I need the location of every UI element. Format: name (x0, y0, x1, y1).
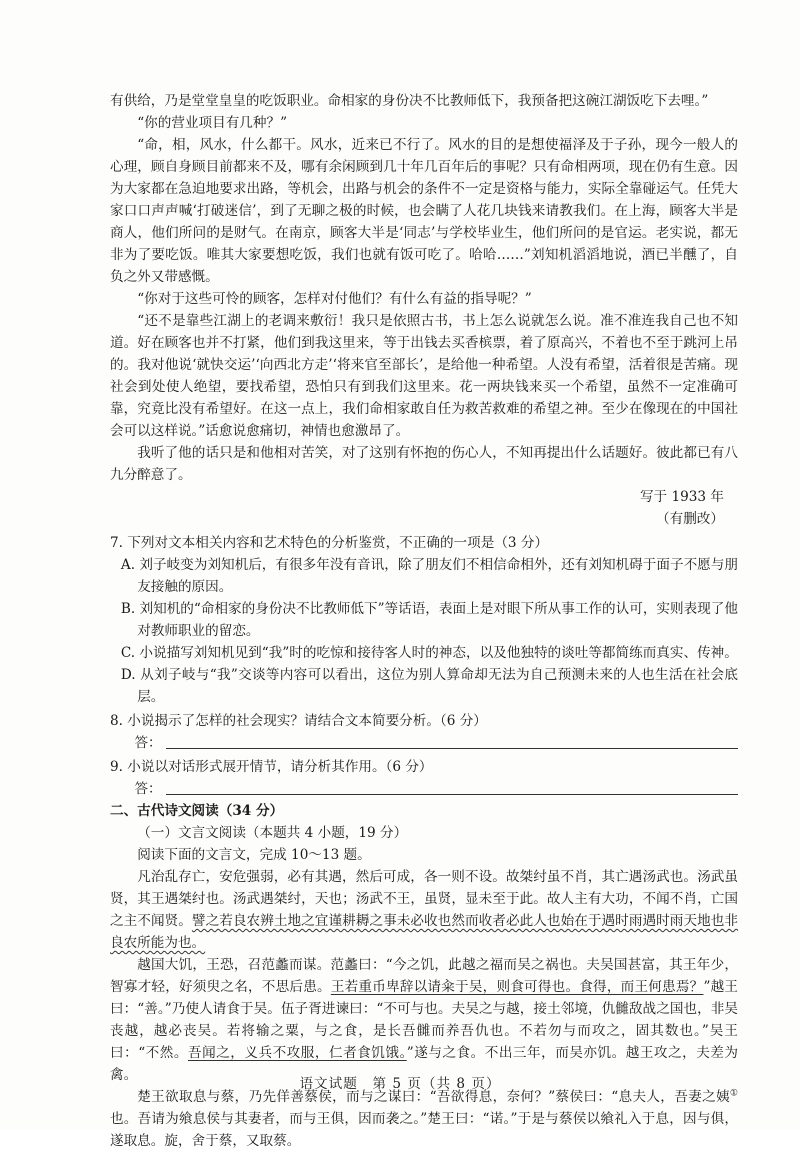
answer-label: 答： (134, 735, 162, 751)
classical-paragraph-2 (110, 954, 738, 1086)
classical-text: 凡治乱存亡，安危强弱，必有其遇，然后可成，各一则不设。故桀纣虽不肖，其亡遇汤武也。汤武虽贤，其王遇桀纣也。汤武遇桀纣，天也；汤武不王，虽贤，显未至于此。故人主有大功，不闻不肖，亡国之主不闻贤。 (110, 869, 738, 929)
page-footer: 语文试题 第 5 页（共 8 页） (299, 1076, 501, 1092)
section-2-instructions: 阅读下面的文言文，完成 10～13 题。 (137, 847, 371, 863)
story-note: （有删改） (656, 511, 724, 527)
section-2-subtitle: （一）文言文阅读（本题共 4 小题，19 分） (137, 825, 408, 841)
story-paragraph-3: “命，相，风水，什么都干。风水，近来已不行了。风水的目的是想使福泽及于子孙，现今一般人的心理，顾自身顾目前都来不及，哪有余闲顾到几十年几百年后的事呢？只有命相两项，现在仍有生意。因为大家都在急迫地要求出路，等机会，出路与机会的条件不一定是资格与能力，实际全靠碰运气。任凭大家口口声声喊‘打破迷信’，到了无聊之极的时候，也会瞒了人花几块钱来请教我们。在上海，顾客大半是商人，他们所问的是财气。在南京，顾客大半是‘同志’与学校毕业生，他们所问的是官运。老实说，都无非为了要吃饭。唯其大家要想吃饭，我们也就有饭可吃了。哈哈……”刘知机滔滔地说，酒已半醺了，自负之外又带感慨。 (110, 137, 738, 285)
question-7-option-d: D. 从刘子岐与“我”交谈等内容可以看出，这位为别人算命却无法为自己预测未来的人也生活在社会底层。 (120, 667, 738, 705)
story-paragraph-5: “还不是靠些江湖上的老调来敷衍！我只是依照古书，书上怎么说就怎么说。准不准连我自己也不知道。好在顾客也并不打紧，他们到我这里来，等于出钱去买香槟票，着了原高兴，不着也不至于跳河上吊的。我对他说‘就快交运’‘向西北方走’‘将来官至部长’，是给他一种希望。人没有希望，活着很是苦痛。现社会到处使人绝望，要找希望，恐怕只有到我们这里来。花一两块钱来买一个希望，虽然不一定准确可靠，究竟比没有希望好。在这一点上，我们命相家敢自任为救苦救难的希望之神。至少在像现在的中国社会可以这样说。”话愈说愈痛切，神情也愈激昂了。 (110, 313, 738, 439)
wavy-underlined-sentence: 譬之若良农辨土地之宜谨耕耨之事未必收也然而收者必此人也始在于遇时雨遇时雨天地也非良农所能为也。 (110, 913, 738, 951)
underlined-sentence-2: 吾闻之，义兵不攻服，仁者食饥饿。 (187, 1045, 407, 1061)
classical-text: 越国大饥，王恐，召范蠡而谋。范蠡曰：“今之饥，此越之福而吴之祸也。夫吴国甚富，其王年少，智寡才轻，好须臾之名，不思后患。 (110, 957, 738, 995)
story-date: 写于 1933 年 (639, 489, 724, 505)
question-7-option-b: B. 刘知机的“命相家的身份决不比教师低下”等话语，表面上是对眼下所从事工作的认可，实则表现了他对教师职业的留恋。 (120, 601, 738, 639)
classical-paragraph-3 (110, 1086, 738, 1152)
story-paragraph-6: 我听了他的话只是和他相对苦笑，对了这别有怀抱的伤心人，不知再提出什么话题好。彼此都已有八九分醉意了。 (110, 445, 738, 483)
answer-label: 答： (134, 781, 162, 797)
question-8: 8. 小说揭示了怎样的社会现实？请结合文本简要分析。（6 分） (110, 713, 487, 729)
question-7-option-c: C. 小说描写刘知机见到“我”时的吃惊和接待客人时的神态，以及他独特的谈吐等都简练而真实、传神。 (120, 645, 738, 661)
underlined-sentence-1: 王若重币卑辞以请籴于吴，则食可得也。食得，而王何患焉？ (330, 979, 704, 995)
footnote-marker: ① (729, 1088, 738, 1099)
story-paragraph-1: 有供给，乃是堂堂皇皇的吃饭职业。命相家的身份决不比教师低下，我预备把这碗江湖饭吃下去哩。” (110, 93, 709, 109)
answer-underline (166, 794, 738, 795)
story-paragraph-4: “你对于这些可怜的顾客，怎样对付他们？有什么有益的指导呢？” (137, 291, 532, 307)
question-7: 7. 下列对文本相关内容和艺术特色的分析鉴赏，不正确的一项是（3 分） (110, 535, 549, 551)
story-paragraph-2: “你的营业项目有几种？” (137, 115, 288, 131)
answer-line-8[interactable] (110, 732, 738, 754)
classical-text: 也。吾请为飨息侯与其妻者，而与王俱，因而袭之。”楚王曰：“诺。”于是与蔡侯以飨礼入于息，因与俱，遂取息。旋，舍于蔡，又取蔡。 (110, 1111, 738, 1149)
answer-underline (166, 748, 738, 749)
question-7-option-a: A. 刘子岐变为刘知机后，有很多年没有音讯，除了朋友们不相信命相外，还有刘知机碍于面子不愿与朋友接触的原因。 (120, 557, 738, 595)
section-2-title: 二、古代诗文阅读（34 分） (110, 803, 284, 819)
question-9: 9. 小说以对话形式展开情节，请分析其作用。（6 分） (110, 759, 433, 775)
classical-text: ”越王曰：“善。”乃使人请食于吴。伍子胥进谏曰：“不可与也。夫吴之与越，接土邻境，仇雠敌战之国也，非吴丧越，越必丧吴。若将输之粟，与之食，是长吾雠而养吾仇也。不若勿与而攻之，固其数也。”吴王曰：“不然。 (110, 979, 739, 1061)
classical-paragraph-1 (110, 866, 738, 954)
classical-text: ”遂与之食。不出三年，而吴亦饥。越王攻之，夫差为禽。 (110, 1045, 739, 1083)
classical-text: 楚王欲取息与蔡，乃先佯善蔡侯，而与之谋曰：“吾欲得息，奈何？”蔡侯曰：“息夫人，吾妻之姨 (137, 1089, 730, 1105)
answer-line-9[interactable] (110, 778, 738, 800)
